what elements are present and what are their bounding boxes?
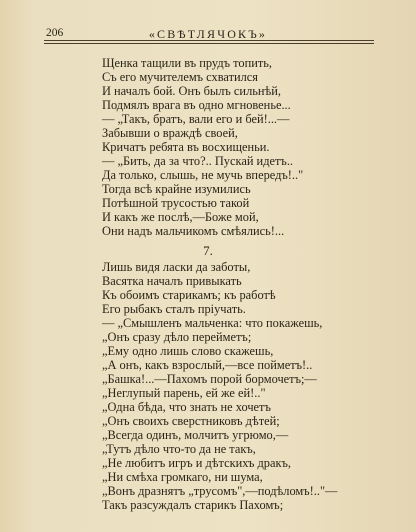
poem-line: Лишь видя ласки да заботы, [102,260,251,274]
poem-line: „Онъ сразу дѣло перейметъ; [102,330,252,344]
poem-line: Подмялъ врага въ одно мгновенье... [102,98,291,112]
poem-line: „Всегда одинъ, молчитъ угрюмо,— [102,428,289,442]
poem-line: Потѣшной трусостью такой [102,196,250,210]
poem-line: — „Смышленъ мальченка: что покажешь, [102,316,323,330]
poem-line: „Одна бѣда, что знать не хочетъ [102,400,271,414]
header-rule-thin [44,43,374,44]
poem-line: Его рыбакъ сталъ пріучать. [102,302,246,316]
poem-line: Такъ разсуждалъ старикъ Пахомъ; [102,498,284,512]
poem-line: „Неглупый парень, ей же ей!.." [102,386,266,400]
poem-line: „Не любитъ игръ и дѣтскихъ дракъ, [102,456,291,470]
poem-line: „Башка!...—Пахомъ порой бормочетъ;— [102,372,317,386]
poem-line: „Ни смѣха громкаго, ни шума, [102,470,263,484]
poem-line: Къ обоимъ старикамъ; къ работѣ [102,288,276,302]
poem-line: Съ его мучителемъ схватился [102,70,259,84]
poem-line: Кричатъ ребята въ восхищеньи. [102,140,270,154]
header-rule [44,40,374,41]
running-title: «СВѢТЛЯЧОКЪ» [148,27,268,41]
poem-line: — „Такъ, братъ, вали его и бей!...— [102,112,290,126]
poem-line: „Тутъ дѣло что-то да не такъ, [102,442,256,456]
poem-line: Забывши о враждѣ своей, [102,126,238,140]
poem-line: Васятка началъ привыкать [102,274,242,288]
poem-line: „Онъ своихъ сверстниковъ дѣтей; [102,414,280,428]
page-number: 206 [46,27,64,39]
poem-line: Тогда всѣ крайне изумились [102,182,251,196]
poem-line: — „Бить, да за что?.. Пускай идетъ.. [102,154,294,168]
page-header [0,24,416,44]
poem-line: И началъ бой. Онъ былъ сильнѣй, [102,84,281,98]
poem-line: „Вонъ дразнятъ „трусомъ",—подѣломъ!.."— [102,484,338,498]
poem-line: Они надъ мальчикомъ смѣялись!... [102,224,285,238]
poem-line: „Ему одно лишь слово скажешь, [102,344,274,358]
poem-line: „А онъ, какъ взрослый,—все пойметъ!.. [102,358,313,372]
section-number: 7. [203,243,213,258]
poem-line: И какъ же послѣ,—Боже мой, [102,210,259,224]
poem-line: Да только, слышь, не мучь впередъ!.." [102,168,304,182]
poem-line: Щенка тащили въ прудъ топить, [102,56,273,70]
